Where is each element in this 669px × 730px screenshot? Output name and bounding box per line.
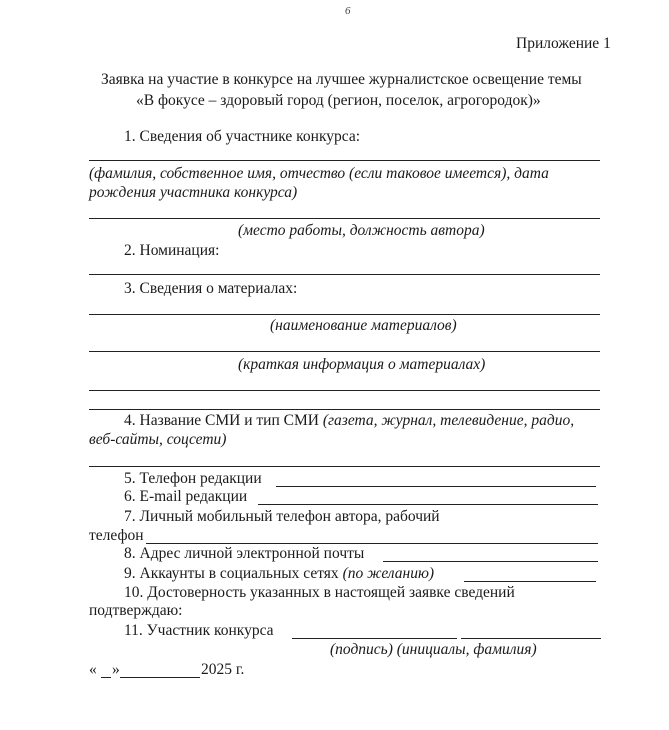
date-close-quote: » [112,661,120,678]
appendix-label: Приложение 1 [516,35,611,52]
title-line-1: Заявка на участие в конкурсе на лучшее журналистское освещение темы [101,71,582,88]
section-2-label: 2. Номинация: [124,242,220,259]
workplace-hint: (место работы, должность автора) [238,222,485,239]
nomination-field-line[interactable] [89,274,600,275]
participant-name-hint-1: (фамилия, собственное имя, отчество (если таковое имеется), дата [89,165,549,182]
section-10-label-1: 10. Достоверность указанных в настоящей заявке сведений [124,584,515,601]
date-month-field-line[interactable] [120,677,200,678]
section-4-hint-1: (газета, журнал, телевидение, радио, [322,412,575,429]
participant-name-field-line[interactable] [89,160,600,161]
date-day-field-line[interactable] [101,677,111,678]
section-10-label-2: подтверждаю: [89,602,183,619]
signature-field-line[interactable] [292,638,457,639]
initials-surname-field-line[interactable] [461,638,601,639]
section-3-label: 3. Сведения о материалах: [124,280,298,297]
section-9-label-text: 9. Аккаунты в социальных сетях [124,565,343,582]
page-number: 6 [345,5,351,17]
media-field-line[interactable] [89,466,600,467]
section-4-label [124,413,574,429]
signature-hint: (подпись) (инициалы, фамилия) [330,641,537,658]
date-open-quote: « [89,661,97,678]
materials-name-hint: (наименование материалов) [270,317,457,334]
section-8-label: 8. Адрес личной электронной почты [124,545,365,562]
materials-name-field-line[interactable] [89,314,600,315]
section-6-label: 6. E-mail редакции [124,488,248,505]
section-9-hint: (по желанию) [342,565,435,582]
workplace-field-line[interactable] [89,218,600,219]
date-year: 2025 г. [201,661,245,678]
section-7-label-1: 7. Личный мобильный телефон автора, рабочий [124,508,440,525]
section-9-label [124,566,434,582]
title-line-2: «В фокусе – здоровый город (регион, поселок, агрогородок)» [136,92,541,109]
section-7-label-2: телефон [89,527,144,544]
materials-info-hint: (краткая информация о материалах) [238,356,486,373]
section-1-label: 1. Сведения об участнике конкурса: [124,128,361,145]
editorial-phone-field-line[interactable] [276,486,596,487]
section-4-label-text: 4. Название СМИ и тип СМИ [124,412,323,429]
social-accounts-field-line[interactable] [464,581,596,582]
section-11-label: 11. Участник конкурса [124,622,274,639]
personal-email-field-line[interactable] [383,561,598,562]
participant-name-hint-2: рождения участника конкурса) [89,184,298,201]
materials-info-field-line-2[interactable] [89,390,600,391]
author-phone-field-line[interactable] [146,543,598,544]
section-5-label: 5. Телефон редакции [124,470,262,487]
section-4-hint-2: веб-сайты, соцсети) [89,431,227,448]
materials-info-field-line-3[interactable] [89,409,600,410]
materials-info-field-line[interactable] [89,351,600,352]
editorial-email-field-line[interactable] [258,504,598,505]
